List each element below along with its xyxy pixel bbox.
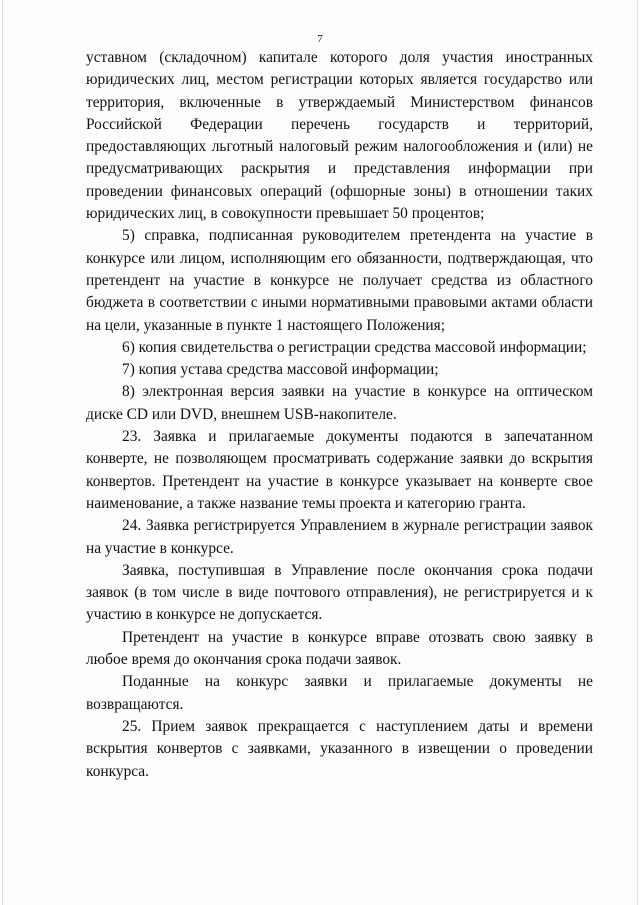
paragraph-withdrawal: Претендент на участие в конкурсе вправе отозвать свою заявку в любое время до окончания срока подачи заявок. xyxy=(86,628,593,669)
document-body xyxy=(86,47,593,783)
paragraph-late-submission: Заявка, поступившая в Управление после окончания срока подачи заявок (в том числе в виде почтового отправления), не регистрируется и к участию в конкурсе не допускается. xyxy=(86,561,593,624)
paragraph-item-6: 6) копия свидетельства о регистрации средства массовой информации; xyxy=(122,338,587,356)
scan-edge-right xyxy=(637,0,638,905)
paragraph-clause-25: 25. Прием заявок прекращается с наступлением даты и времени вскрытия конвертов с заявками, указанного в извещении о проведении конкурса. xyxy=(86,717,593,780)
paragraph-item-7: 7) копия устава средства массовой информации; xyxy=(122,361,439,379)
paragraph-item-8: 8) электронная версия заявки на участие в конкурсе на оптическом диске CD или DVD, внешнем USB-накопителе. xyxy=(86,383,593,423)
paragraph-item-5: 5) справка, подписанная руководителем претендента на участие в конкурсе или лицом, исполняющим его обязанности, подтверждающая, что претендент на участие в конкурсе не получает средства из областного бюджета в соответствии с иными нормативными правовыми актами области на цели, указанные в пункте 1 настоящего Положения; xyxy=(86,227,593,334)
paragraph-continuation: уставном (складочном) капитале которого доля участия иностранных юридических лиц, местом регистрации которых является государство или территория, включенные в утверждаемый Министерством финансов Российской Федерации перечень государств и территорий, предоставляющих льготный налоговый режим налогообложения и (или) не предусматривающих раскрытия и представления информации при проведении финансовых операций (офшорные зоны) в отношении таких юридических лиц, в совокупности превышает 50 процентов; xyxy=(86,49,593,223)
paragraph-clause-23: 23. Заявка и прилагаемые документы подаются в запечатанном конверте, не позволяющем просматривать содержание заявки до вскрытия конвертов. Претендент на участие в конкурсе указывает на конверте свое наименование, а также название темы проекта и категорию гранта. xyxy=(86,428,593,512)
paragraph-clause-24: 24. Заявка регистрируется Управлением в журнале регистрации заявок на участие в конкурсе. xyxy=(86,517,593,557)
page-number: 7 xyxy=(317,33,323,45)
scan-edge-left xyxy=(2,0,3,905)
paragraph-not-returned: Поданные на конкурс заявки и прилагаемые документы не возвращаются. xyxy=(86,673,593,713)
